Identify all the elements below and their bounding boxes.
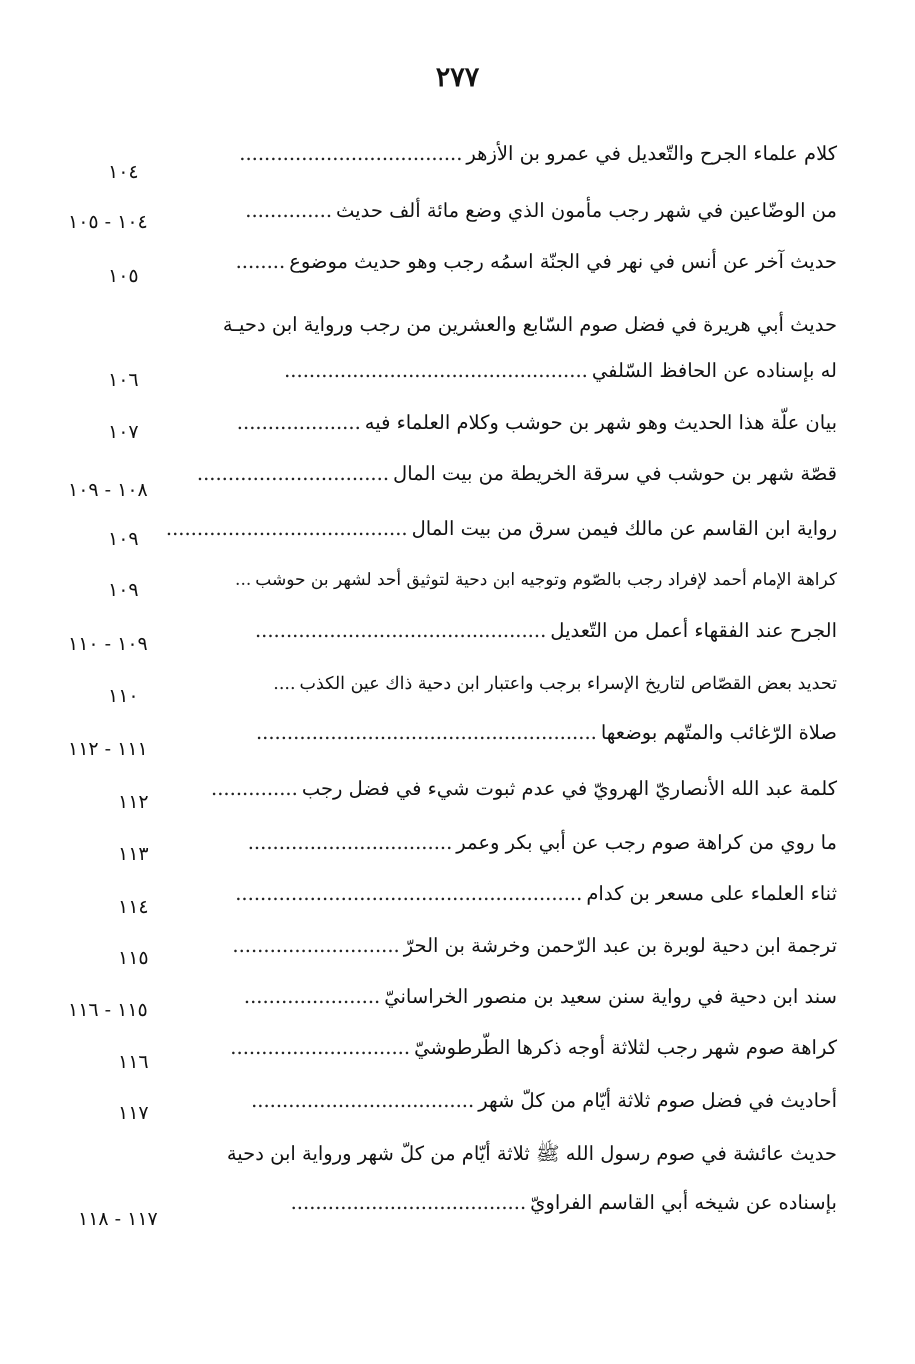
toc-entry-text: كلمة عبد الله الأنصاريّ الهرويّ في عدم ثبوت شيء في فضل رجب.............. [211,777,837,800]
toc-entry-page: ١٠٩ [108,528,139,550]
toc-entry-text: بإسناده عن شيخه أبي القاسم الفراويّ...................................... [290,1191,837,1214]
toc-entry-text: صلاة الرّغائب والمتّهم بوضعها....................................................... [255,721,837,744]
toc-entry-text: تحديد بعض القصّاص لتاريخ الإسراء برجب واعتبار ابن دحية ذاك عين الكذب.... [273,674,837,694]
toc-entry-text: حديث آخر عن أنس في نهر في الجنّة اسمُه رجب وهو حديث موضوع........ [235,250,837,273]
toc-entry-text: سند ابن دحية في رواية سنن سعيد بن منصور الخراسانيّ...................... [243,985,837,1008]
toc-entry-text: قصّة شهر بن حوشب في سرقة الخريطة من بيت المال............................... [196,462,837,485]
toc-entry-text: كراهة الإمام أحمد لإفراد رجب بالصّوم وتوجيه ابن دحية لتوثيق أحد لشهر بن حوشب... [235,570,837,590]
toc-entry-page: ١١٥ - ١١٦ [68,999,148,1021]
toc-entry-text: ثناء العلماء على مسعر بن كدام........................................................ [235,882,837,905]
toc-entry-text: من الوضّاعين في شهر رجب مأمون الذي وضع مائة ألف حديث.............. [245,199,837,222]
toc-entry-text: حديث أبي هريرة في فضل صوم السّابع والعشرين من رجب ورواية ابن دحيـة [222,313,837,336]
toc-entry-text: بيان علّة هذا الحديث وهو شهر بن حوشب وكلام العلماء فيه.................... [236,411,837,434]
toc-entry-page: ١٠٩ - ١١٠ [68,633,148,655]
toc-entry-text: الجرح عند الفقهاء أعمل من التّعديل............................................... [254,619,837,642]
toc-entry-text: أحاديث في فضل صوم ثلاثة أيّام من كلّ شهر.................................... [251,1089,837,1112]
toc-entry-page: ١٠٨ - ١٠٩ [68,479,148,501]
toc-entry-page: ١٠٤ - ١٠٥ [68,211,148,233]
toc-entry-text: كراهة صوم شهر رجب لثلاثة أوجه ذكرها الطّرطوشيّ............................. [230,1036,837,1059]
toc-entry-page: ١٠٧ [108,421,139,443]
toc-entry-text: ما روي من كراهة صوم رجب عن أبي بكر وعمر................................. [247,831,837,854]
toc-entry-page: ١٠٤ [108,161,139,183]
toc-entry-text: له بإسناده عن الحافظ السّلفي................................................. [284,359,837,382]
toc-entry-page: ١١٠ [108,685,139,707]
toc-entry-page: ١١٧ - ١١٨ [78,1208,158,1230]
toc-entry-page: ١١٢ [118,791,149,813]
toc-entry-text: حديث عائشة في صوم رسول الله ﷺ ثلاثة أيّام من كلّ شهر ورواية ابن دحية [226,1142,837,1165]
toc-entry-page: ١١٦ [118,1051,149,1073]
toc-entry-text: كلام علماء الجرح والتّعديل في عمرو بن الأزهر.................................... [239,142,837,165]
toc-entry-page: ١٠٦ [108,369,139,391]
toc-entry-page: ١٠٥ [108,265,139,287]
toc-entry-text: ترجمة ابن دحية لوبرة بن عبد الرّحمن وخرشة بن الحرّ........................... [232,934,837,957]
toc-entry-page: ١١٧ [118,1102,149,1124]
toc-entry-page: ١١٤ [118,896,149,918]
toc-entry-page: ١٠٩ [108,579,139,601]
toc-entry-text: رواية ابن القاسم عن مالك فيمن سرق من بيت المال....................................... [165,517,837,540]
page-number: ٢٧٧ [435,62,480,93]
toc-entry-page: ١١٥ [118,947,149,969]
toc-entry-page: ١١٣ [118,843,149,865]
toc-entry-page: ١١١ - ١١٢ [68,738,148,760]
